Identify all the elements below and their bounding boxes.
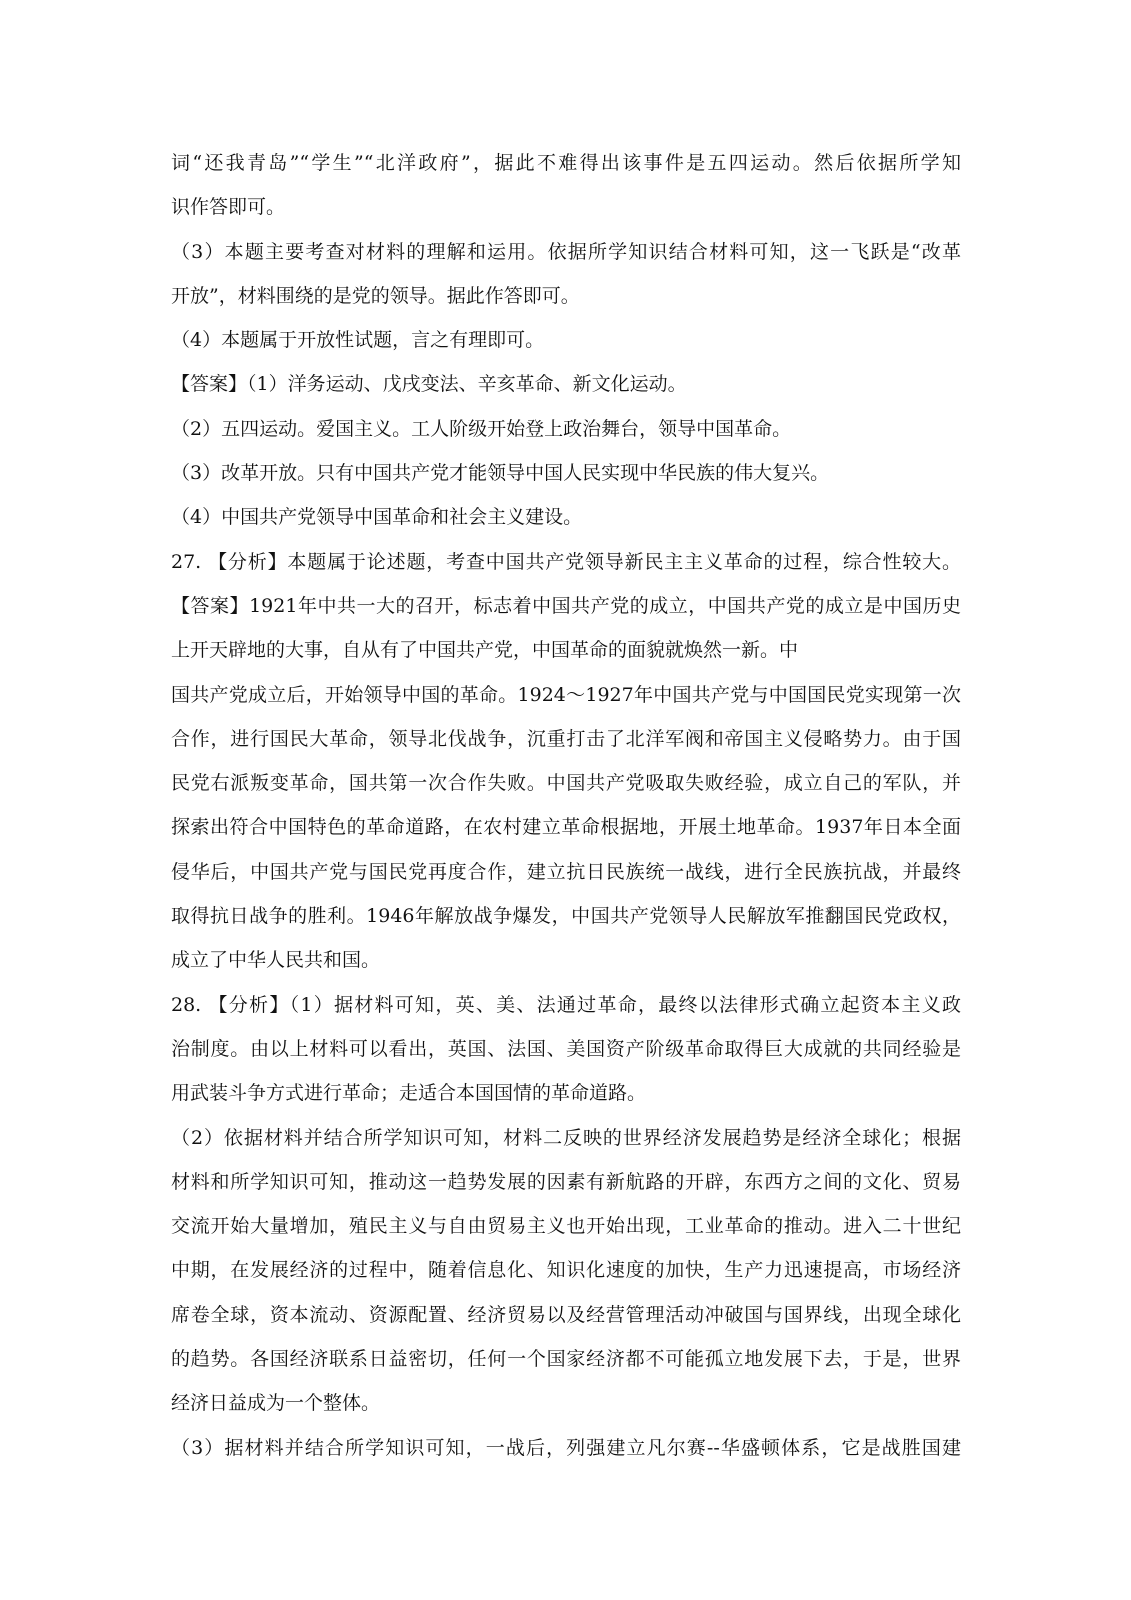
text-line-21: 治制度。由以上材料可以看出，英国、法国、美国资产阶级革命取得巨大成就的共同经验是 [171, 1037, 961, 1060]
text-line-12: 上开天辟地的大事，自从有了中国共产党，中国革命的面貌就焕然一新。中 [171, 639, 799, 662]
text-line-27: 席卷全球，资本流动、资源配置、经济贸易以及经营管理活动冲破国与国界线，出现全球化 [171, 1303, 961, 1326]
text-line-16: 探索出符合中国特色的革命道路，在农村建立革命根据地，开展土地革命。1937年日本全面 [171, 816, 961, 839]
text-line-26: 中期，在发展经济的过程中，随着信息化、知识化速度的加快，生产力迅速提高，市场经济 [171, 1259, 961, 1282]
text-line-10: 27. 【分析】本题属于论述题，考查中国共产党领导新民主主义革命的过程，综合性较大。 [171, 550, 961, 573]
text-line-11: 【答案】1921年中共一大的召开，标志着中国共产党的成立，中国共产党的成立是中国历史 [171, 594, 961, 617]
text-line-28: 的趋势。各国经济联系日益密切，任何一个国家经济都不可能孤立地发展下去，于是，世界 [171, 1348, 961, 1371]
text-line-9: （4）中国共产党领导中国革命和社会主义建设。 [171, 506, 583, 529]
text-line-4: 开放”，材料围绕的是党的领导。据此作答即可。 [171, 284, 580, 307]
text-line-20: 28. 【分析】（1）据材料可知，英、美、法通过革命，最终以法律形式确立起资本主义政 [171, 993, 961, 1016]
text-line-18: 取得抗日战争的胜利。1946年解放战争爆发，中国共产党领导人民解放军推翻国民党政权， [171, 905, 961, 928]
text-line-2: 识作答即可。 [171, 196, 286, 219]
text-line-17: 侵华后，中国共产党与国民党再度合作，建立抗日民族统一战线，进行全民族抗战，并最终 [171, 860, 961, 883]
text-line-13: 国共产党成立后，开始领导中国的革命。1924～1927年中国共产党与中国国民党实现第一次 [171, 683, 961, 706]
text-line-25: 交流开始大量增加，殖民主义与自由贸易主义也开始出现，工业革命的推动。进入二十世纪 [171, 1215, 961, 1238]
answer-text-body [171, 141, 961, 1470]
text-line-30: （3）据材料并结合所学知识可知，一战后，列强建立凡尔赛--华盛顿体系，它是战胜国建 [171, 1436, 961, 1459]
text-line-1: 词“还我青岛”“学生”“北洋政府”，据此不难得出该事件是五四运动。然后依据所学知 [171, 152, 961, 174]
text-line-15: 民党右派叛变革命，国共第一次合作失败。中国共产党吸取失败经验，成立自己的军队，并 [171, 772, 961, 795]
text-line-3: （3）本题主要考查对材料的理解和运用。依据所学知识结合材料可知，这一飞跃是“改革 [171, 240, 961, 263]
text-line-29: 经济日益成为一个整体。 [171, 1392, 381, 1415]
text-line-23: （2）依据材料并结合所学知识可知，材料二反映的世界经济发展趋势是经济全球化；根据 [171, 1126, 961, 1149]
text-line-24: 材料和所学知识可知，推动这一趋势发展的因素有新航路的开辟，东西方之间的文化、贸易 [171, 1170, 961, 1193]
text-line-22: 用武装斗争方式进行革命；走适合本国国情的革命道路。 [171, 1082, 647, 1105]
text-line-5: （4）本题属于开放性试题，言之有理即可。 [171, 329, 545, 352]
text-line-8: （3）改革开放。只有中国共产党才能领导中国人民实现中华民族的伟大复兴。 [171, 462, 830, 485]
text-line-19: 成立了中华人民共和国。 [171, 949, 381, 972]
text-line-14: 合作，进行国民大革命，领导北伐战争，沉重打击了北洋军阀和帝国主义侵略势力。由于国 [171, 727, 961, 750]
text-line-7: （2）五四运动。爱国主义。工人阶级开始登上政治舞台，领导中国革命。 [171, 417, 792, 440]
text-line-6: 【答案】（1）洋务运动、戊戌变法、辛亥革命、新文化运动。 [171, 373, 687, 396]
